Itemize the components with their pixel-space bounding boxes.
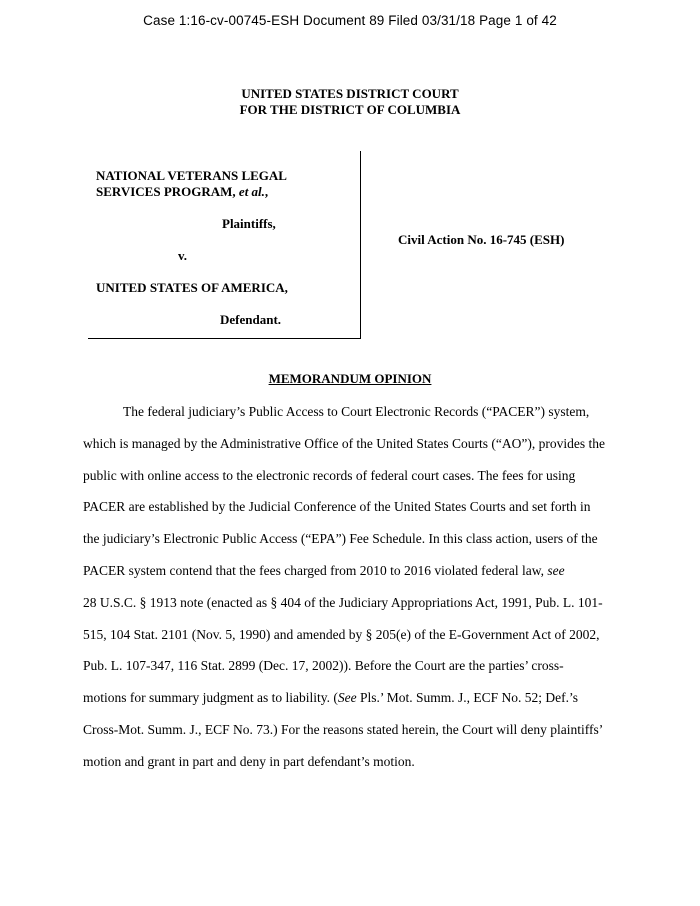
line-text: motions for summary judgment as to liability. (: [83, 690, 338, 706]
see-signal: see: [547, 562, 565, 578]
paragraph-line: [83, 690, 623, 722]
paragraph-line: public with online access to the electronic records of federal court cases. The fees for using: [83, 467, 576, 483]
plaintiffs-label: Plaintiffs,: [222, 216, 276, 231]
plaintiff-comma: ,: [264, 184, 269, 199]
paragraph-line: The federal judiciary’s Public Access to Court Electronic Records (“PACER”) system,: [123, 404, 590, 419]
civil-action-number: Civil Action No. 16-745 (ESH): [398, 232, 565, 247]
court-name-line1: UNITED STATES DISTRICT COURT: [241, 86, 459, 101]
paragraph-line: motion and grant in part and deny in part defendant’s motion.: [83, 753, 415, 769]
paragraph-line: 28 U.S.C. § 1913 note (enacted as § 404 of the Judiciary Appropriations Act, 1991, Pub. L. 101-: [83, 594, 603, 610]
court-name-line2: FOR THE DISTRICT OF COLUMBIA: [239, 102, 461, 117]
paragraph-line: the judiciary’s Electronic Public Access (“EPA”) Fee Schedule. In this class action, users of the: [83, 531, 598, 547]
memorandum-title: MEMORANDUM OPINION: [268, 371, 432, 386]
defendant-label: Defendant.: [220, 312, 282, 327]
paragraph-line: [83, 563, 623, 595]
see-signal: See: [337, 690, 357, 706]
plaintiff-name-line2: [96, 184, 268, 200]
line-text: Pls.’ Mot. Summ. J., ECF No. 52; Def.’s: [356, 690, 578, 706]
line-text: PACER system contend that the fees charged from 2010 to 2016 violated federal law,: [83, 562, 548, 578]
court-heading: [0, 86, 700, 118]
plaintiff-name-line1: NATIONAL VETERANS LEGAL: [96, 168, 287, 183]
defendant-name: UNITED STATES OF AMERICA,: [96, 280, 288, 295]
opinion-paragraph: [83, 404, 623, 786]
paragraph-line: which is managed by the Administrative Office of the United States Courts (“AO”), provides the: [83, 435, 606, 451]
case-header: Case 1:16-cv-00745-ESH Document 89 Filed 03/31/18 Page 1 of 42: [143, 13, 557, 28]
plaintiff-name-text: SERVICES PROGRAM,: [96, 184, 239, 199]
paragraph-line: 515, 104 Stat. 2101 (Nov. 5, 1990) and amended by § 205(e) of the E-Government Act of 2002,: [83, 626, 600, 642]
paragraph-line: PACER are established by the Judicial Conference of the United States Courts and set forth in: [83, 499, 591, 515]
versus-label: v.: [178, 248, 188, 263]
et-al-text: et al.: [238, 184, 265, 199]
paragraph-line: Cross-Mot. Summ. J., ECF No. 73.) For the reasons stated herein, the Court will deny plaintiffs’: [83, 721, 604, 737]
paragraph-line: Pub. L. 107-347, 116 Stat. 2899 (Dec. 17, 2002)). Before the Court are the parties’ cross-: [83, 658, 564, 674]
